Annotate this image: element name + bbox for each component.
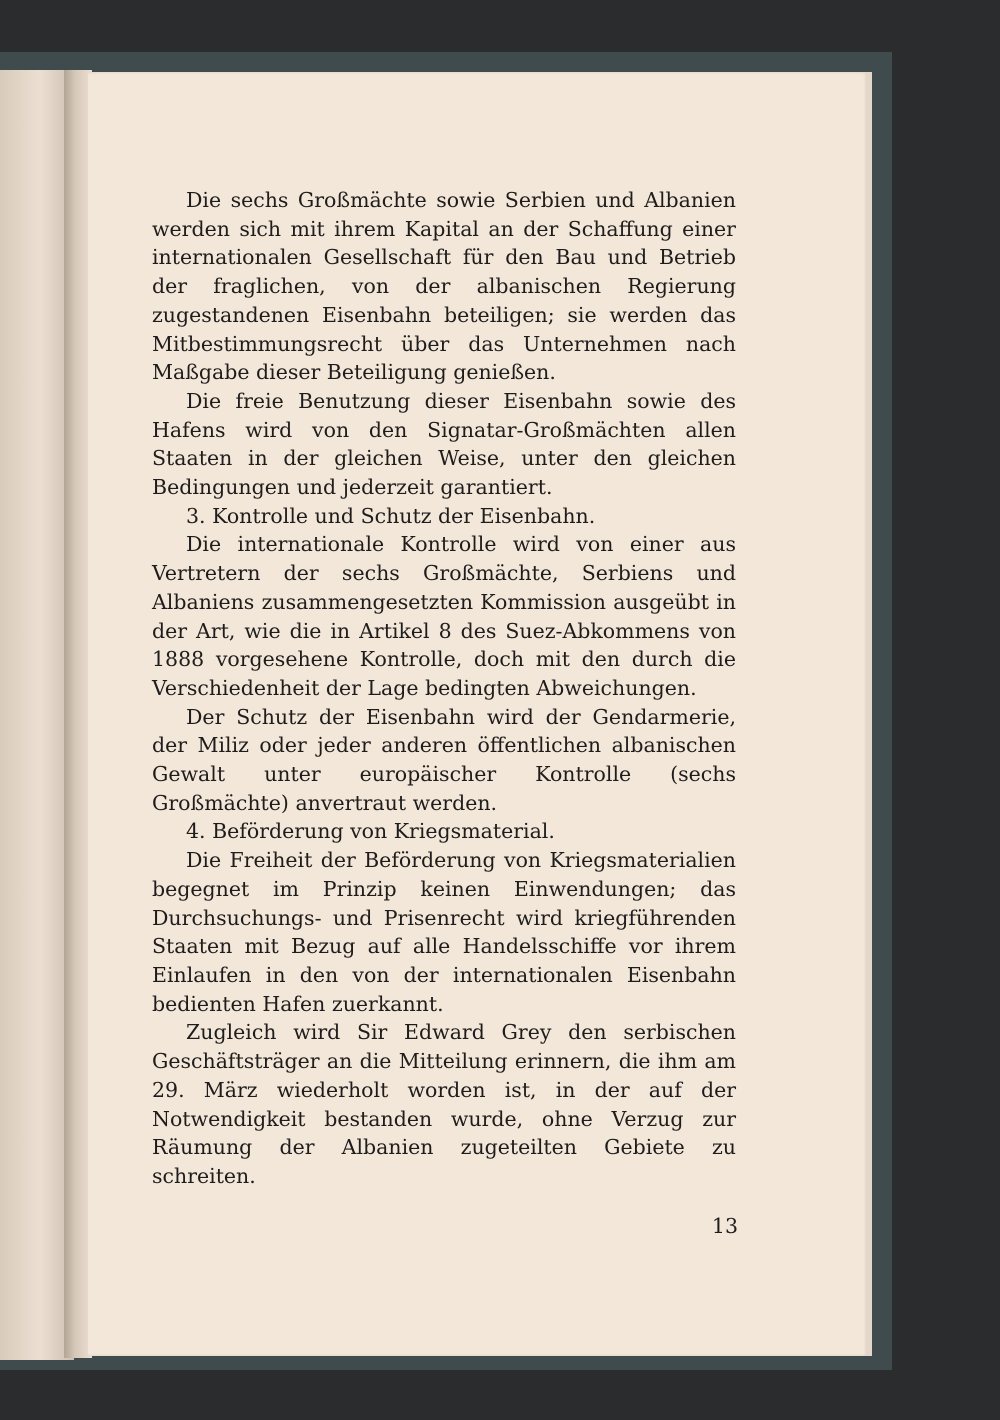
- paragraph-grey-reminder: Zugleich wird Sir Edward Grey den serbischen Geschäftsträger an die Mitteilung erinnern, die ihm am 29. März wiederholt worden ist, in der auf der Notwendigkeit bestanden wurde, ohne Verzug zur Räumung der Albanien zugeteilten Gebiete zu schreiten.: [152, 1020, 736, 1188]
- paragraph-war-material: Die Freiheit der Beförderung von Kriegsmaterialien begegnet im Prinzip keinen Einwendungen; das Durchsuchungs- und Prisenrecht wird kriegführenden Staaten mit Bezug auf alle Handelsschiffe vor ihrem Einlaufen in den von der internationalen Eisenbahn bedienten Hafen zuerkannt.: [152, 848, 736, 1016]
- paragraph-railway-protection: Der Schutz der Eisenbahn wird der Gendarmerie, der Miliz oder jeder anderen öffentlichen albanischen Gewalt unter europäischer Kontrolle (sechs Großmächte) anvertraut werden.: [152, 704, 736, 815]
- paragraph-international-control: Die internationale Kontrolle wird von einer aus Vertretern der sechs Großmächte, Serbiens und Albaniens zusammengesetzten Kommission ausgeübt in der Art, wie die in Artikel 8 des Suez-Abkommens von 1888 vorgesehene Kontrolle, doch mit den durch die Verschiedenheit der Lage bedingten Abweichungen.: [152, 532, 736, 700]
- page-fore-edge: [866, 72, 872, 1356]
- page-number: 13: [711, 1214, 738, 1238]
- section-heading-control: 3. Kontrolle und Schutz der Eisenbahn.: [186, 503, 596, 528]
- book-page: [88, 72, 868, 1356]
- paragraph-capital-participation: Die sechs Großmächte sowie Serbien und Albanien werden sich mit ihrem Kapital an der Schaffung einer internationalen Gesellschaft für den Bau und Betrieb der fraglichen, von der albanischen Regierung zugestandenen Eisenbahn beteiligen; sie werden das Mitbestimmungsrecht über das Unternehmen nach Maßgabe dieser Beteiligung genießen.: [152, 188, 736, 385]
- section-heading-war-material: 4. Beförderung von Kriegsmaterial.: [186, 819, 555, 844]
- paragraph-free-use: Die freie Benutzung dieser Eisenbahn sowie des Hafens wird von den Signatar-Großmächten allen Staaten in der gleichen Weise, unter den gleichen Bedingungen und jederzeit garantiert.: [152, 388, 736, 500]
- page-text: [152, 186, 736, 1191]
- left-page-edge: [0, 70, 74, 1360]
